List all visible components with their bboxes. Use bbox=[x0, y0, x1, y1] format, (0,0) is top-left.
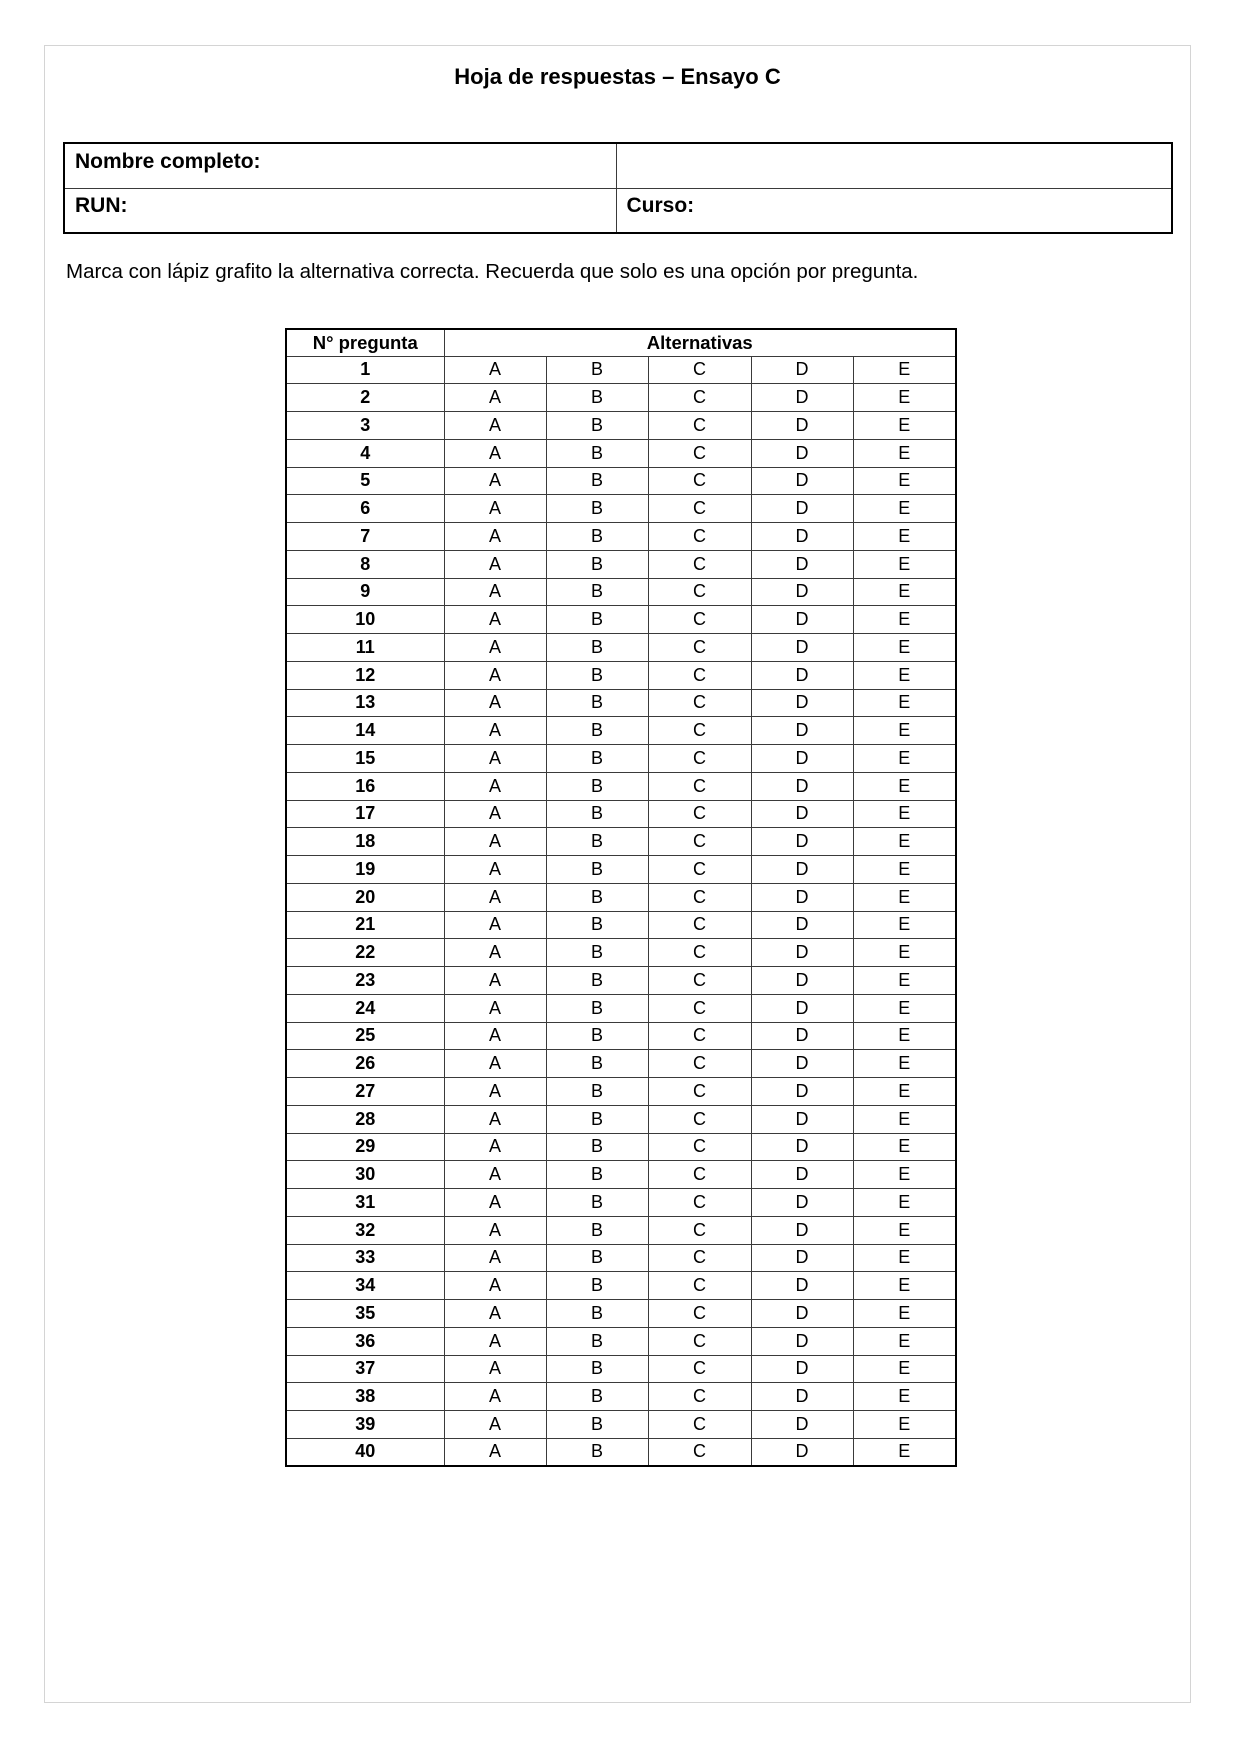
option-cell-a[interactable]: A bbox=[444, 689, 546, 717]
option-cell-a[interactable]: A bbox=[444, 1411, 546, 1439]
answer-row bbox=[286, 717, 956, 745]
option-cell-e[interactable]: E bbox=[853, 1078, 956, 1106]
option-cell-d[interactable]: D bbox=[751, 939, 853, 967]
option-cell-c[interactable]: C bbox=[648, 495, 751, 523]
page-title: Hoja de respuestas – Ensayo C bbox=[454, 64, 781, 89]
answer-row bbox=[286, 994, 956, 1022]
option-cell-b[interactable]: B bbox=[546, 1244, 648, 1272]
option-cell-b[interactable]: B bbox=[546, 1078, 648, 1106]
option-cell-a[interactable]: A bbox=[444, 883, 546, 911]
option-cell-d[interactable]: D bbox=[751, 745, 853, 773]
option-cell-d[interactable]: D bbox=[751, 523, 853, 551]
option-cell-b[interactable]: B bbox=[546, 1105, 648, 1133]
answer-row bbox=[286, 1161, 956, 1189]
question-number-cell: 23 bbox=[286, 967, 444, 995]
option-cell-d[interactable]: D bbox=[751, 994, 853, 1022]
answer-row bbox=[286, 495, 956, 523]
option-cell-d[interactable]: D bbox=[751, 578, 853, 606]
option-cell-e[interactable]: E bbox=[853, 994, 956, 1022]
option-cell-b[interactable]: B bbox=[546, 994, 648, 1022]
option-cell-a[interactable]: A bbox=[444, 911, 546, 939]
option-cell-d[interactable]: D bbox=[751, 883, 853, 911]
option-cell-c[interactable]: C bbox=[648, 911, 751, 939]
option-cell-b[interactable]: B bbox=[546, 356, 648, 384]
option-cell-b[interactable]: B bbox=[546, 689, 648, 717]
option-cell-a[interactable]: A bbox=[444, 495, 546, 523]
question-number-cell: 38 bbox=[286, 1383, 444, 1411]
info-row-name bbox=[64, 143, 1172, 188]
option-cell-e[interactable]: E bbox=[853, 1383, 956, 1411]
option-cell-a[interactable]: A bbox=[444, 772, 546, 800]
option-cell-a[interactable]: A bbox=[444, 384, 546, 412]
option-cell-e[interactable]: E bbox=[853, 1411, 956, 1439]
option-cell-c[interactable]: C bbox=[648, 412, 751, 440]
option-cell-e[interactable]: E bbox=[853, 1327, 956, 1355]
curso-label: Curso: bbox=[626, 194, 695, 218]
option-cell-d[interactable]: D bbox=[751, 384, 853, 412]
option-cell-d[interactable]: D bbox=[751, 1189, 853, 1217]
answer-row bbox=[286, 384, 956, 412]
question-number-cell: 37 bbox=[286, 1355, 444, 1383]
answer-row bbox=[286, 661, 956, 689]
question-number-cell: 20 bbox=[286, 883, 444, 911]
name-label: Nombre completo: bbox=[75, 149, 261, 173]
option-cell-b[interactable]: B bbox=[546, 939, 648, 967]
option-cell-b[interactable]: B bbox=[546, 1411, 648, 1439]
answer-row bbox=[286, 856, 956, 884]
option-cell-b[interactable]: B bbox=[546, 661, 648, 689]
option-cell-b[interactable]: B bbox=[546, 523, 648, 551]
answer-row bbox=[286, 939, 956, 967]
option-cell-a[interactable]: A bbox=[444, 412, 546, 440]
answer-row bbox=[286, 1383, 956, 1411]
option-cell-e[interactable]: E bbox=[853, 1300, 956, 1328]
question-number-cell: 10 bbox=[286, 606, 444, 634]
answer-row bbox=[286, 550, 956, 578]
option-cell-d[interactable]: D bbox=[751, 1411, 853, 1439]
option-cell-e[interactable]: E bbox=[853, 1105, 956, 1133]
option-cell-c[interactable]: C bbox=[648, 606, 751, 634]
answer-row bbox=[286, 1272, 956, 1300]
question-number-cell: 17 bbox=[286, 800, 444, 828]
answer-row bbox=[286, 1078, 956, 1106]
option-cell-b[interactable]: B bbox=[546, 495, 648, 523]
option-cell-d[interactable]: D bbox=[751, 1438, 853, 1466]
option-cell-e[interactable]: E bbox=[853, 1050, 956, 1078]
option-cell-c[interactable]: C bbox=[648, 1327, 751, 1355]
option-cell-a[interactable]: A bbox=[444, 523, 546, 551]
option-cell-e[interactable]: E bbox=[853, 439, 956, 467]
option-cell-e[interactable]: E bbox=[853, 967, 956, 995]
option-cell-c[interactable]: C bbox=[648, 1050, 751, 1078]
question-number-cell: 5 bbox=[286, 467, 444, 495]
option-cell-a[interactable]: A bbox=[444, 1383, 546, 1411]
option-cell-b[interactable]: B bbox=[546, 1355, 648, 1383]
option-cell-e[interactable]: E bbox=[853, 495, 956, 523]
option-cell-d[interactable]: D bbox=[751, 606, 853, 634]
option-cell-a[interactable]: A bbox=[444, 467, 546, 495]
option-cell-e[interactable]: E bbox=[853, 661, 956, 689]
question-number-cell: 33 bbox=[286, 1244, 444, 1272]
option-cell-a[interactable]: A bbox=[444, 1216, 546, 1244]
option-cell-c[interactable]: C bbox=[648, 1189, 751, 1217]
option-cell-a[interactable]: A bbox=[444, 1355, 546, 1383]
answer-row bbox=[286, 883, 956, 911]
question-number-cell: 13 bbox=[286, 689, 444, 717]
answer-row bbox=[286, 1216, 956, 1244]
option-cell-c[interactable]: C bbox=[648, 1438, 751, 1466]
option-cell-c[interactable]: C bbox=[648, 856, 751, 884]
option-cell-b[interactable]: B bbox=[546, 384, 648, 412]
option-cell-b[interactable]: B bbox=[546, 745, 648, 773]
option-cell-a[interactable]: A bbox=[444, 661, 546, 689]
option-cell-c[interactable]: C bbox=[648, 939, 751, 967]
question-number-cell: 39 bbox=[286, 1411, 444, 1439]
question-number-cell: 18 bbox=[286, 828, 444, 856]
option-cell-c[interactable]: C bbox=[648, 689, 751, 717]
option-cell-a[interactable]: A bbox=[444, 1078, 546, 1106]
option-cell-d[interactable]: D bbox=[751, 412, 853, 440]
option-cell-a[interactable]: A bbox=[444, 967, 546, 995]
option-cell-e[interactable]: E bbox=[853, 1133, 956, 1161]
question-number-cell: 40 bbox=[286, 1438, 444, 1466]
name-label-cell[interactable] bbox=[64, 143, 616, 188]
run-label: RUN: bbox=[75, 194, 128, 218]
option-cell-b[interactable]: B bbox=[546, 412, 648, 440]
question-number-cell: 26 bbox=[286, 1050, 444, 1078]
answer-row bbox=[286, 1411, 956, 1439]
option-cell-b[interactable]: B bbox=[546, 1189, 648, 1217]
answer-row bbox=[286, 1327, 956, 1355]
answer-row bbox=[286, 1355, 956, 1383]
question-number-cell: 27 bbox=[286, 1078, 444, 1106]
question-number-cell: 31 bbox=[286, 1189, 444, 1217]
question-col-header-cell: N° pregunta bbox=[286, 329, 444, 356]
option-cell-b[interactable]: B bbox=[546, 1438, 648, 1466]
option-cell-b[interactable]: B bbox=[546, 1161, 648, 1189]
option-cell-c[interactable]: C bbox=[648, 1216, 751, 1244]
answer-row bbox=[286, 606, 956, 634]
option-cell-c[interactable]: C bbox=[648, 523, 751, 551]
option-cell-e[interactable]: E bbox=[853, 467, 956, 495]
answer-grid-table bbox=[285, 328, 957, 1467]
option-cell-c[interactable]: C bbox=[648, 745, 751, 773]
option-cell-a[interactable]: A bbox=[444, 856, 546, 884]
option-cell-d[interactable]: D bbox=[751, 1078, 853, 1106]
option-cell-b[interactable]: B bbox=[546, 772, 648, 800]
option-cell-e[interactable]: E bbox=[853, 1216, 956, 1244]
question-number-cell: 16 bbox=[286, 772, 444, 800]
option-cell-c[interactable]: C bbox=[648, 1411, 751, 1439]
question-number-cell: 30 bbox=[286, 1161, 444, 1189]
question-number-cell: 34 bbox=[286, 1272, 444, 1300]
question-number-cell: 12 bbox=[286, 661, 444, 689]
option-cell-c[interactable]: C bbox=[648, 1078, 751, 1106]
option-cell-c[interactable]: C bbox=[648, 384, 751, 412]
question-number-cell: 9 bbox=[286, 578, 444, 606]
option-cell-d[interactable]: D bbox=[751, 1105, 853, 1133]
question-number-cell: 36 bbox=[286, 1327, 444, 1355]
option-cell-d[interactable]: D bbox=[751, 1216, 853, 1244]
question-number-cell: 14 bbox=[286, 717, 444, 745]
question-number-cell: 28 bbox=[286, 1105, 444, 1133]
option-cell-a[interactable]: A bbox=[444, 578, 546, 606]
answer-row bbox=[286, 634, 956, 662]
option-cell-c[interactable]: C bbox=[648, 1022, 751, 1050]
option-cell-a[interactable]: A bbox=[444, 1161, 546, 1189]
option-cell-d[interactable]: D bbox=[751, 467, 853, 495]
option-cell-e[interactable]: E bbox=[853, 384, 956, 412]
option-cell-a[interactable]: A bbox=[444, 1244, 546, 1272]
answer-row bbox=[286, 1133, 956, 1161]
answer-row bbox=[286, 745, 956, 773]
answer-row bbox=[286, 1022, 956, 1050]
option-cell-c[interactable]: C bbox=[648, 356, 751, 384]
option-cell-d[interactable]: D bbox=[751, 661, 853, 689]
option-cell-a[interactable]: A bbox=[444, 1327, 546, 1355]
option-cell-b[interactable]: B bbox=[546, 1133, 648, 1161]
option-cell-c[interactable]: C bbox=[648, 967, 751, 995]
option-cell-b[interactable]: B bbox=[546, 883, 648, 911]
option-cell-a[interactable]: A bbox=[444, 356, 546, 384]
option-cell-d[interactable]: D bbox=[751, 856, 853, 884]
option-cell-e[interactable]: E bbox=[853, 1272, 956, 1300]
answer-row bbox=[286, 412, 956, 440]
question-number-cell: 15 bbox=[286, 745, 444, 773]
option-cell-e[interactable]: E bbox=[853, 1438, 956, 1466]
option-cell-b[interactable]: B bbox=[546, 717, 648, 745]
option-cell-d[interactable]: D bbox=[751, 634, 853, 662]
option-cell-e[interactable]: E bbox=[853, 1244, 956, 1272]
option-cell-b[interactable]: B bbox=[546, 911, 648, 939]
option-cell-a[interactable]: A bbox=[444, 439, 546, 467]
option-cell-c[interactable]: C bbox=[648, 1161, 751, 1189]
question-number-cell: 2 bbox=[286, 384, 444, 412]
option-cell-c[interactable]: C bbox=[648, 1300, 751, 1328]
option-cell-e[interactable]: E bbox=[853, 412, 956, 440]
option-cell-c[interactable]: C bbox=[648, 772, 751, 800]
option-cell-c[interactable]: C bbox=[648, 828, 751, 856]
question-number-cell: 25 bbox=[286, 1022, 444, 1050]
option-cell-a[interactable]: A bbox=[444, 745, 546, 773]
option-cell-a[interactable]: A bbox=[444, 550, 546, 578]
answer-row bbox=[286, 967, 956, 995]
curso-label-cell[interactable] bbox=[616, 188, 1172, 233]
question-number-cell: 35 bbox=[286, 1300, 444, 1328]
option-cell-d[interactable]: D bbox=[751, 1327, 853, 1355]
option-cell-e[interactable]: E bbox=[853, 550, 956, 578]
question-number-cell: 22 bbox=[286, 939, 444, 967]
option-cell-d[interactable]: D bbox=[751, 1272, 853, 1300]
answer-row bbox=[286, 578, 956, 606]
option-cell-b[interactable]: B bbox=[546, 828, 648, 856]
option-cell-e[interactable]: E bbox=[853, 939, 956, 967]
option-cell-a[interactable]: A bbox=[444, 1189, 546, 1217]
answer-row bbox=[286, 772, 956, 800]
answer-row bbox=[286, 1438, 956, 1466]
option-cell-b[interactable]: B bbox=[546, 467, 648, 495]
question-number-cell: 19 bbox=[286, 856, 444, 884]
option-cell-e[interactable]: E bbox=[853, 828, 956, 856]
option-cell-d[interactable]: D bbox=[751, 828, 853, 856]
option-cell-e[interactable]: E bbox=[853, 856, 956, 884]
option-cell-b[interactable]: B bbox=[546, 550, 648, 578]
option-cell-b[interactable]: B bbox=[546, 606, 648, 634]
option-cell-c[interactable]: C bbox=[648, 634, 751, 662]
option-cell-c[interactable]: C bbox=[648, 550, 751, 578]
option-cell-a[interactable]: A bbox=[444, 939, 546, 967]
option-cell-d[interactable]: D bbox=[751, 1133, 853, 1161]
option-cell-a[interactable]: A bbox=[444, 1300, 546, 1328]
option-cell-e[interactable]: E bbox=[853, 606, 956, 634]
option-cell-d[interactable]: D bbox=[751, 356, 853, 384]
option-cell-b[interactable]: B bbox=[546, 1050, 648, 1078]
option-cell-a[interactable]: A bbox=[444, 800, 546, 828]
option-cell-c[interactable]: C bbox=[648, 1244, 751, 1272]
option-cell-b[interactable]: B bbox=[546, 856, 648, 884]
instructions-text: Marca con lápiz grafito la alternativa correcta. Recuerda que solo es una opción por pregunta. bbox=[66, 260, 919, 283]
option-cell-a[interactable]: A bbox=[444, 828, 546, 856]
option-cell-d[interactable]: D bbox=[751, 1300, 853, 1328]
question-number-cell: 3 bbox=[286, 412, 444, 440]
option-cell-a[interactable]: A bbox=[444, 1022, 546, 1050]
option-cell-d[interactable]: D bbox=[751, 550, 853, 578]
answer-row bbox=[286, 467, 956, 495]
option-cell-c[interactable]: C bbox=[648, 661, 751, 689]
option-cell-c[interactable]: C bbox=[648, 467, 751, 495]
answer-row bbox=[286, 1050, 956, 1078]
option-cell-c[interactable]: C bbox=[648, 1355, 751, 1383]
option-cell-b[interactable]: B bbox=[546, 1327, 648, 1355]
answer-row bbox=[286, 1189, 956, 1217]
option-cell-a[interactable]: A bbox=[444, 1105, 546, 1133]
option-cell-b[interactable]: B bbox=[546, 800, 648, 828]
option-cell-d[interactable]: D bbox=[751, 800, 853, 828]
option-cell-c[interactable]: C bbox=[648, 1383, 751, 1411]
option-cell-e[interactable]: E bbox=[853, 717, 956, 745]
option-cell-d[interactable]: D bbox=[751, 772, 853, 800]
answer-grid-body bbox=[286, 356, 956, 1466]
option-cell-a[interactable]: A bbox=[444, 1438, 546, 1466]
option-cell-d[interactable]: D bbox=[751, 1022, 853, 1050]
question-number-cell: 24 bbox=[286, 994, 444, 1022]
option-cell-d[interactable]: D bbox=[751, 1355, 853, 1383]
option-cell-d[interactable]: D bbox=[751, 495, 853, 523]
option-cell-b[interactable]: B bbox=[546, 634, 648, 662]
info-row-run-curso bbox=[64, 188, 1172, 233]
question-number-cell: 4 bbox=[286, 439, 444, 467]
option-cell-e[interactable]: E bbox=[853, 911, 956, 939]
option-cell-e[interactable]: E bbox=[853, 772, 956, 800]
option-cell-d[interactable]: D bbox=[751, 1244, 853, 1272]
option-cell-d[interactable]: D bbox=[751, 967, 853, 995]
option-cell-b[interactable]: B bbox=[546, 439, 648, 467]
answer-row bbox=[286, 911, 956, 939]
question-number-cell: 8 bbox=[286, 550, 444, 578]
run-label-cell[interactable] bbox=[64, 188, 616, 233]
option-cell-b[interactable]: B bbox=[546, 1383, 648, 1411]
question-number-cell: 7 bbox=[286, 523, 444, 551]
answer-row bbox=[286, 1300, 956, 1328]
answer-row bbox=[286, 1244, 956, 1272]
option-cell-e[interactable]: E bbox=[853, 578, 956, 606]
option-cell-c[interactable]: C bbox=[648, 1272, 751, 1300]
question-number-cell: 29 bbox=[286, 1133, 444, 1161]
option-cell-a[interactable]: A bbox=[444, 1133, 546, 1161]
option-cell-a[interactable]: A bbox=[444, 606, 546, 634]
option-cell-e[interactable]: E bbox=[853, 1161, 956, 1189]
option-cell-c[interactable]: C bbox=[648, 578, 751, 606]
option-cell-c[interactable]: C bbox=[648, 883, 751, 911]
option-cell-a[interactable]: A bbox=[444, 1050, 546, 1078]
option-cell-e[interactable]: E bbox=[853, 356, 956, 384]
answer-row bbox=[286, 800, 956, 828]
document-page bbox=[44, 45, 1191, 1703]
option-cell-e[interactable]: E bbox=[853, 1189, 956, 1217]
option-cell-e[interactable]: E bbox=[853, 800, 956, 828]
option-cell-c[interactable]: C bbox=[648, 800, 751, 828]
student-info-table bbox=[63, 142, 1173, 234]
option-cell-e[interactable]: E bbox=[853, 689, 956, 717]
option-cell-c[interactable]: C bbox=[648, 1133, 751, 1161]
option-cell-a[interactable]: A bbox=[444, 994, 546, 1022]
answer-row bbox=[286, 523, 956, 551]
question-number-cell: 11 bbox=[286, 634, 444, 662]
option-cell-e[interactable]: E bbox=[853, 634, 956, 662]
answer-grid-header-row bbox=[286, 329, 956, 356]
name-value-cell[interactable] bbox=[616, 143, 1172, 188]
option-cell-b[interactable]: B bbox=[546, 1022, 648, 1050]
option-cell-c[interactable]: C bbox=[648, 439, 751, 467]
answer-row bbox=[286, 828, 956, 856]
option-cell-d[interactable]: D bbox=[751, 439, 853, 467]
option-cell-c[interactable]: C bbox=[648, 994, 751, 1022]
option-cell-d[interactable]: D bbox=[751, 689, 853, 717]
option-cell-c[interactable]: C bbox=[648, 717, 751, 745]
question-number-cell: 1 bbox=[286, 356, 444, 384]
question-number-cell: 6 bbox=[286, 495, 444, 523]
option-cell-d[interactable]: D bbox=[751, 911, 853, 939]
option-cell-a[interactable]: A bbox=[444, 717, 546, 745]
alternatives-header-cell: Alternativas bbox=[444, 329, 956, 356]
option-cell-c[interactable]: C bbox=[648, 1105, 751, 1133]
option-cell-b[interactable]: B bbox=[546, 578, 648, 606]
option-cell-e[interactable]: E bbox=[853, 523, 956, 551]
option-cell-a[interactable]: A bbox=[444, 634, 546, 662]
answer-row bbox=[286, 356, 956, 384]
option-cell-d[interactable]: D bbox=[751, 1383, 853, 1411]
answer-row bbox=[286, 439, 956, 467]
answer-row bbox=[286, 1105, 956, 1133]
answer-row bbox=[286, 689, 956, 717]
option-cell-e[interactable]: E bbox=[853, 1022, 956, 1050]
question-number-cell: 32 bbox=[286, 1216, 444, 1244]
option-cell-d[interactable]: D bbox=[751, 1050, 853, 1078]
option-cell-b[interactable]: B bbox=[546, 967, 648, 995]
option-cell-b[interactable]: B bbox=[546, 1272, 648, 1300]
option-cell-a[interactable]: A bbox=[444, 1272, 546, 1300]
option-cell-b[interactable]: B bbox=[546, 1216, 648, 1244]
option-cell-e[interactable]: E bbox=[853, 745, 956, 773]
option-cell-d[interactable]: D bbox=[751, 717, 853, 745]
option-cell-b[interactable]: B bbox=[546, 1300, 648, 1328]
option-cell-d[interactable]: D bbox=[751, 1161, 853, 1189]
question-number-cell: 21 bbox=[286, 911, 444, 939]
option-cell-e[interactable]: E bbox=[853, 1355, 956, 1383]
option-cell-e[interactable]: E bbox=[853, 883, 956, 911]
